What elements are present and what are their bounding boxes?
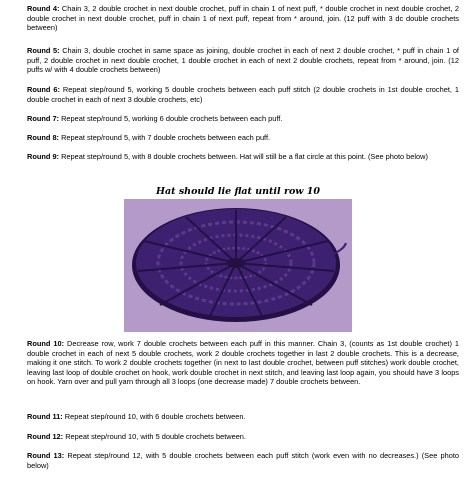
round-4-text: Chain 3, 2 double crochet in next double crochet, puff in chain 1 of next puff, * double crochet in next double crochet, 2 double crochet in next double crochet, puff in chain 1 of next puff, repeat from * around, join. (12 puff with 3 dc double crochets between): [27, 4, 459, 33]
round-9-text: Repeat step/round 5, with 8 double crochets between. Hat will still be a flat circle at this point. (See photo below): [59, 152, 428, 161]
round-12-text: Repeat step/round 10, with 5 double crochets between.: [63, 432, 246, 441]
flat-hat-photo: [124, 199, 352, 332]
round-6-paragraph: [27, 85, 459, 104]
round-4-label: Round 4:: [27, 4, 60, 13]
round-7-label: Round 7:: [27, 114, 60, 123]
round-7-text: Repeat step/round 5, working 6 double crochets between each puff.: [59, 114, 283, 123]
round-13-label: Round 13:: [27, 451, 65, 460]
round-6-label: Round 6:: [27, 85, 60, 94]
round-7-paragraph: [27, 114, 459, 124]
round-11-text: Repeat step/round 10, with 6 double crochets between.: [62, 412, 246, 421]
round-10-text: Decrease row, work 7 double crochets between each puff in this manner. Chain 3, (counts as 1st double crochet) 1 double crochet in each of next 5 double crochets, work 2 double crochets together in last 2 double crochets. This is a decrease, making it one stitch. To work 2 double crochets together (in next to last double crochet, between puff stitches) work double crochet, leaving last loop of double crochet on hook, work double crochet in next stitch, and leaving last loop again, you should have 3 loops on hook. Yarn over and pull yarn through all 3 loops (one decrease made) 7 double crochets between.: [27, 339, 459, 387]
round-6-text: Repeat step/round 5, working 5 double crochets between each puff stitch (2 double crochets in 1st double crochet, 1 double crochet in each of next 3 double crochets, etc): [27, 85, 459, 104]
round-5-label: Round 5:: [27, 46, 60, 55]
round-9-paragraph: [27, 152, 459, 162]
round-13-text: Repeat step/round 12, with 5 double crochets between each puff stitch (work even with no decreases.) (See photo below): [27, 451, 459, 470]
round-11-label: Round 11:: [27, 412, 63, 421]
round-5-paragraph: [27, 46, 459, 75]
round-10-paragraph: [27, 339, 459, 387]
round-8-paragraph: [27, 133, 459, 143]
round-12-label: Round 12:: [27, 432, 64, 441]
round-12-paragraph: [27, 432, 459, 442]
round-8-text: Repeat step/round 5, with 7 double crochets between each puff.: [59, 133, 271, 142]
round-9-label: Round 9:: [27, 152, 60, 161]
round-13-paragraph: [27, 451, 459, 470]
photo-caption: Hat should lie flat until row 10: [156, 186, 320, 197]
round-11-paragraph: [27, 412, 459, 422]
round-8-label: Round 8:: [27, 133, 60, 142]
round-10-label: Round 10:: [27, 339, 65, 348]
round-4-paragraph: [27, 4, 459, 33]
round-5-text: Chain 3, double crochet in same space as joining, double crochet in each of next 2 double crochet, * puff in chain 1 of puff, 2 double crochet in next double crochet, 1 double crochet in each of next 2 double crochets, repeat from * around, join. (12 puffs w/ with 4 double crochets between): [27, 46, 459, 75]
